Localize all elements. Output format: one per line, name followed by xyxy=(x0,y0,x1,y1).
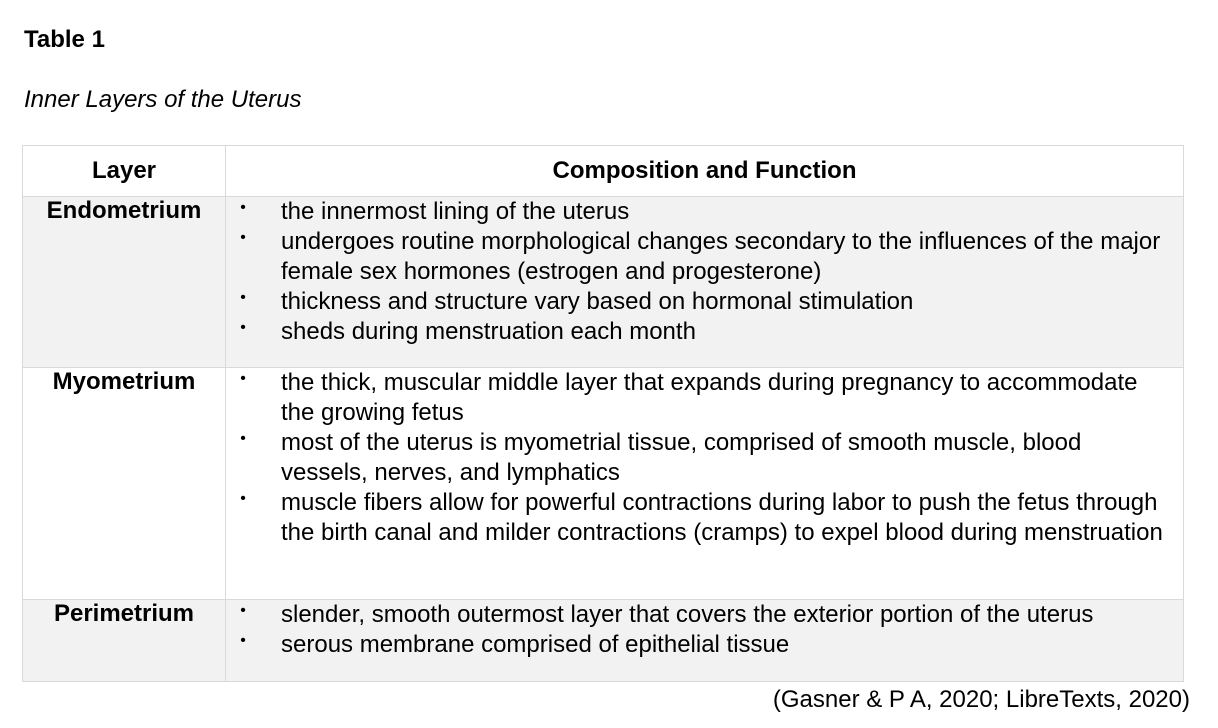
column-header-composition: Composition and Function xyxy=(226,146,1184,197)
bullet-icon: • xyxy=(240,229,246,246)
list-item-text: muscle fibers allow for powerful contractions during labor to push the fetus through the birth canal and milder contractions (cramps) to expel blood during menstruation xyxy=(281,489,1163,546)
list-item-text: undergoes routine morphological changes secondary to the influences of the major female sex hormones (estrogen and progesterone) xyxy=(281,228,1161,285)
list-item xyxy=(226,287,1183,317)
composition-cell-endometrium xyxy=(226,197,1184,368)
bullet-icon: • xyxy=(240,289,246,306)
list-item-text: the thick, muscular middle layer that expands during pregnancy to accommodate the growing fetus xyxy=(281,369,1138,426)
table-header-row xyxy=(23,146,1184,197)
list-item-text: most of the uterus is myometrial tissue, comprised of smooth muscle, blood vessels, nerves, and lymphatics xyxy=(281,429,1082,486)
bullet-icon: • xyxy=(240,490,246,507)
bullet-icon: • xyxy=(240,370,246,387)
bullet-list xyxy=(226,368,1183,548)
table-title: Inner Layers of the Uterus xyxy=(24,86,302,113)
source-citation: (Gasner & P A, 2020; LibreTexts, 2020) xyxy=(772,686,1190,713)
bullet-list xyxy=(226,197,1183,347)
bullet-icon: • xyxy=(240,430,246,447)
list-item xyxy=(226,197,1183,227)
list-item xyxy=(226,488,1183,548)
list-item xyxy=(226,368,1183,428)
list-item xyxy=(226,630,1183,660)
table-row-endometrium xyxy=(23,197,1184,368)
list-item xyxy=(226,317,1183,347)
composition-cell-perimetrium xyxy=(226,600,1184,682)
list-item xyxy=(226,428,1183,488)
bullet-icon: • xyxy=(240,319,246,336)
list-item xyxy=(226,227,1183,287)
table-row-myometrium xyxy=(23,368,1184,600)
table-number: Table 1 xyxy=(24,26,105,53)
list-item-text: thickness and structure vary based on hormonal stimulation xyxy=(281,288,914,315)
column-header-layer: Layer xyxy=(23,146,226,197)
layer-name-endometrium: Endometrium xyxy=(23,197,226,368)
list-item-text: sheds during menstruation each month xyxy=(281,318,696,345)
list-item-text: serous membrane comprised of epithelial tissue xyxy=(281,631,790,658)
list-item-text: the innermost lining of the uterus xyxy=(281,198,630,225)
layer-name-myometrium: Myometrium xyxy=(23,368,226,600)
composition-cell-myometrium xyxy=(226,368,1184,600)
bullet-icon: • xyxy=(240,199,246,216)
bullet-icon: • xyxy=(240,632,246,649)
bullet-icon: • xyxy=(240,602,246,619)
list-item-text: slender, smooth outermost layer that covers the exterior portion of the uterus xyxy=(281,601,1094,628)
bullet-list xyxy=(226,600,1183,660)
list-item xyxy=(226,600,1183,630)
table-row-perimetrium xyxy=(23,600,1184,682)
layer-name-perimetrium: Perimetrium xyxy=(23,600,226,682)
uterus-layers-table xyxy=(22,145,1184,682)
